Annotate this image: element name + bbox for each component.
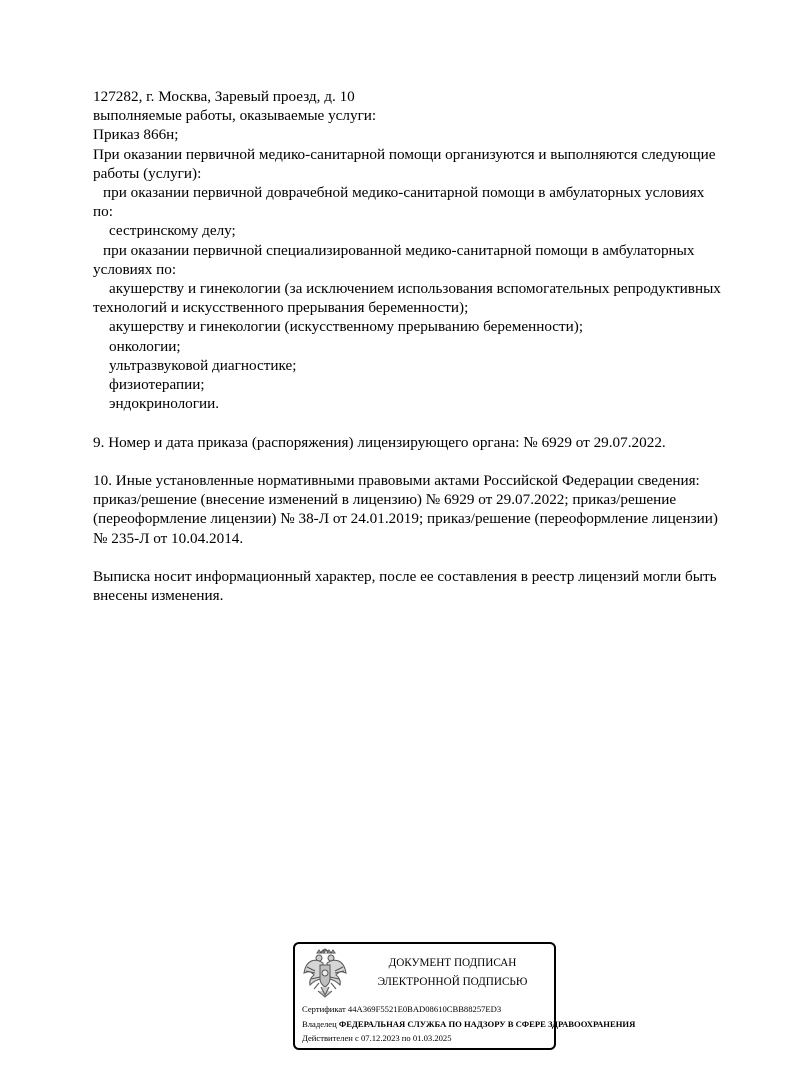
document-line: При оказании первичной медико-санитарной помощи организуются и выполняются следующие [93,145,716,163]
document-line: № 235-Л от 10.04.2014. [93,529,244,547]
certificate-value: 44A369F5521E0BAD08610CBB88257ED3 [347,1004,502,1014]
document-line: технологий и искусственного прерывания беременности); [93,299,469,317]
document-line: приказ/решение (внесение изменений в лицензию) № 6929 от 29.07.2022; приказ/решение [93,491,677,509]
document-line: физиотерапии; [109,376,205,394]
document-line: условиях по: [93,260,177,278]
document-line: выполняемые работы, оказываемые услуги: [93,107,377,125]
certificate-label: Сертификат [302,1004,346,1014]
document-line: онкологии; [109,337,181,355]
document-line: 10. Иные установленные нормативными правовыми актами Российской Федерации сведения: [93,472,700,490]
document-line: акушерству и гинекологии (искусственному прерыванию беременности); [109,318,584,336]
owner-row [302,1017,636,1032]
document-line: при оказании первичной специализированной медико-санитарной помощи в амбулаторных [103,241,695,259]
blank-line [93,452,763,471]
document-body [93,87,763,605]
document-line: Выписка носит информационный характер, после ее составления в реестр лицензий могли быть [93,568,717,586]
blank-line [93,548,763,567]
blank-line [93,413,763,432]
certificate-row [302,1002,602,1017]
document-line: внесены изменения. [93,587,224,605]
document-line: ультразвуковой диагностике; [109,356,297,374]
validity-row: Действителен с 07.12.2023 по 01.03.2025 [302,1033,452,1043]
owner-value: ФЕДЕРАЛЬНАЯ СЛУЖБА ПО НАДЗОРУ В СФЕРЕ ЗДРАВООХРАНЕНИЯ [338,1018,636,1029]
document-line: (переоформление лицензии) № 38-Л от 24.01.2019; приказ/решение (переоформление лицензии) [93,510,718,528]
document-line: работы (услуги): [93,164,202,182]
document-line: при оказании первичной доврачебной медико-санитарной помощи в амбулаторных условиях [103,184,705,202]
double-headed-eagle-emblem-icon [302,949,348,1001]
electronic-signature-stamp [293,942,636,1050]
document-line: акушерству и гинекологии (за исключением использования вспомогательных репродуктивных [109,280,721,298]
document-line: Приказ 866н; [93,126,179,144]
owner-label: Владелец [302,1018,337,1029]
document-line: эндокринологии. [109,395,220,413]
stamp-title [355,956,550,994]
document-line: 127282, г. Москва, Заревый проезд, д. 10 [93,88,355,105]
stamp-details [302,1002,636,1046]
stamp-title-line1: ДОКУМЕНТ ПОДПИСАН [388,957,517,969]
document-line: по: [93,203,113,221]
document-line: 9. Номер и дата приказа (распоряжения) лицензирующего органа: № 6929 от 29.07.2022. [93,433,666,451]
document-line: сестринскому делу; [109,222,236,240]
stamp-title-line2: ЭЛЕКТРОННОЙ ПОДПИСЬЮ [377,976,528,989]
